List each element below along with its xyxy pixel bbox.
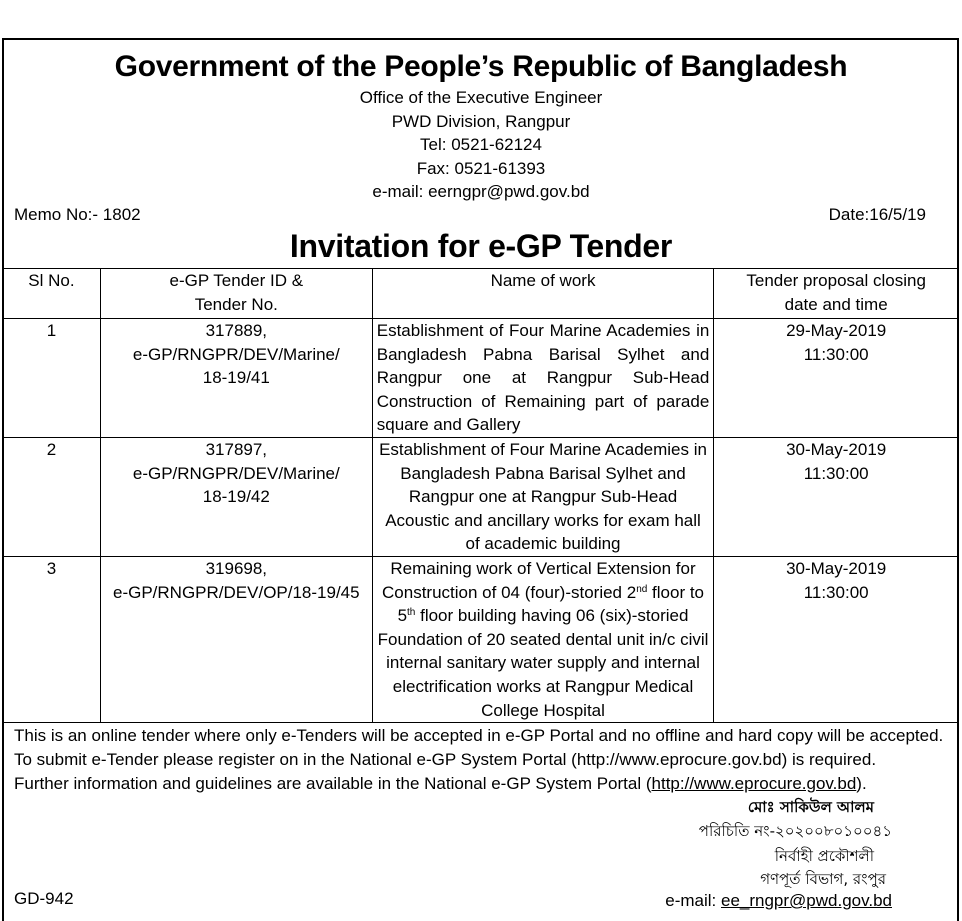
memo-number: Memo No:- 1802 [14,205,141,224]
row-work [372,557,714,723]
office-name: Office of the Executive Engineer [359,88,603,107]
government-title: Government of the People’s Republic of Bangladesh [114,50,848,83]
signatory-office: গণপূর্ত বিভাগ, রংপুর [760,870,886,888]
footer-notes [14,724,943,796]
work-text: Remaining work of Vertical Extension for Construction of 04 (four)-storied 2 [382,559,696,602]
header-sl: Sl No. [3,269,101,319]
table-row [3,557,959,723]
tender-id: 319698, [205,559,268,578]
row-sl: 2 [3,438,101,557]
tender-table [2,268,959,723]
ordinal-suffix: th [407,607,416,619]
tender-id: 317889, [205,321,268,340]
row-tender-id [100,319,372,438]
signatory-email-link[interactable]: ee_rngpr@pwd.gov.bd [721,891,892,910]
tender-id: 317897, [205,440,268,459]
tender-no-line2: 18-19/41 [202,368,270,388]
footer-line-3-text: Further information and guidelines are available in the National e-GP System Portal ( [14,774,652,793]
row-closing [714,557,959,723]
row-tender-id [100,438,372,557]
closing-time: 11:30:00 [803,463,869,483]
signatory-id: পরিচিতি নং-২০২০০৮০১০০৪১ [698,822,892,840]
row-sl: 1 [3,319,101,438]
row-closing [714,438,959,557]
header-tender-id [100,269,372,319]
tender-no-line2: 18-19/42 [202,487,270,507]
work-text: floor to 5 [397,582,705,626]
header-tender-id-line1: e-GP Tender ID & [169,271,304,290]
header-closing [714,269,959,319]
row-work: Establishment of Four Marine Academies in Bangladesh Pabna Barisal Sylhet and Rangpur one at Rangpur Sub-Head Acoustic and ancillary works for exam hall of academic building [372,438,714,557]
row-work: Establishment of Four Marine Academies in Bangladesh Pabna Barisal Sylhet and Rangpur one at Rangpur Sub-Head Construction of Remaining part of parade square and Gallery [372,319,714,438]
closing-date: 30-May-2019 [786,559,887,578]
work-text: floor building having 06 (six)-storied Foundation of 20 seated dental unit in/c civil internal sanitary water supply and internal electrification works at Rangpur Medical College Hospital [377,606,709,720]
tender-no-line1: e-GP/RNGPR/DEV/OP/18-19/45 [113,582,360,602]
telephone: Tel: 0521-62124 [420,135,542,154]
gd-number: GD-942 [14,889,74,908]
footer-line-2: To submit e-Tender please register on in the National e-GP System Portal (http://www.eprocure.gov.bd) is required. [14,750,877,769]
table-header-row [3,269,959,319]
ordinal-suffix: nd [636,583,648,595]
row-closing [714,319,959,438]
closing-time: 11:30:00 [803,582,869,602]
tender-no-line1: e-GP/RNGPR/DEV/Marine/ [132,463,340,483]
signatory-name: মোঃ সাকিউল আলম [747,798,874,816]
email-label: e-mail: [665,891,721,910]
signatory-email [665,891,892,911]
table-row [3,438,959,557]
closing-date: 30-May-2019 [786,440,887,459]
footer-line-3 [14,772,943,796]
eprocure-link[interactable]: http://www.eprocure.gov.bd [651,774,857,793]
header-tender-id-line2: Tender No. [194,294,278,314]
notice-heading: Invitation for e-GP Tender [289,228,673,264]
footer-line-1: This is an online tender where only e-Tenders will be accepted in e-GP Portal and no offline and hard copy will be accepted. [14,726,944,745]
closing-time: 11:30:00 [803,344,869,364]
tender-no-line1: e-GP/RNGPR/DEV/Marine/ [132,344,340,364]
footer-line-3-end: ). [856,774,867,793]
header-work: Name of work [372,269,714,319]
fax: Fax: 0521-61393 [416,159,546,178]
header-closing-line1: Tender proposal closing [746,271,926,290]
closing-date: 29-May-2019 [786,321,887,340]
header-closing-line2: date and time [784,294,888,314]
office-email: e-mail: eerngpr@pwd.gov.bd [372,182,590,201]
memo-date: Date:16/5/19 [828,205,926,224]
table-row [3,319,959,438]
signatory-designation: নির্বাহী প্রকৌশলী [774,847,874,865]
row-tender-id [100,557,372,723]
row-sl: 3 [3,557,101,723]
division-name: PWD Division, Rangpur [391,112,571,131]
